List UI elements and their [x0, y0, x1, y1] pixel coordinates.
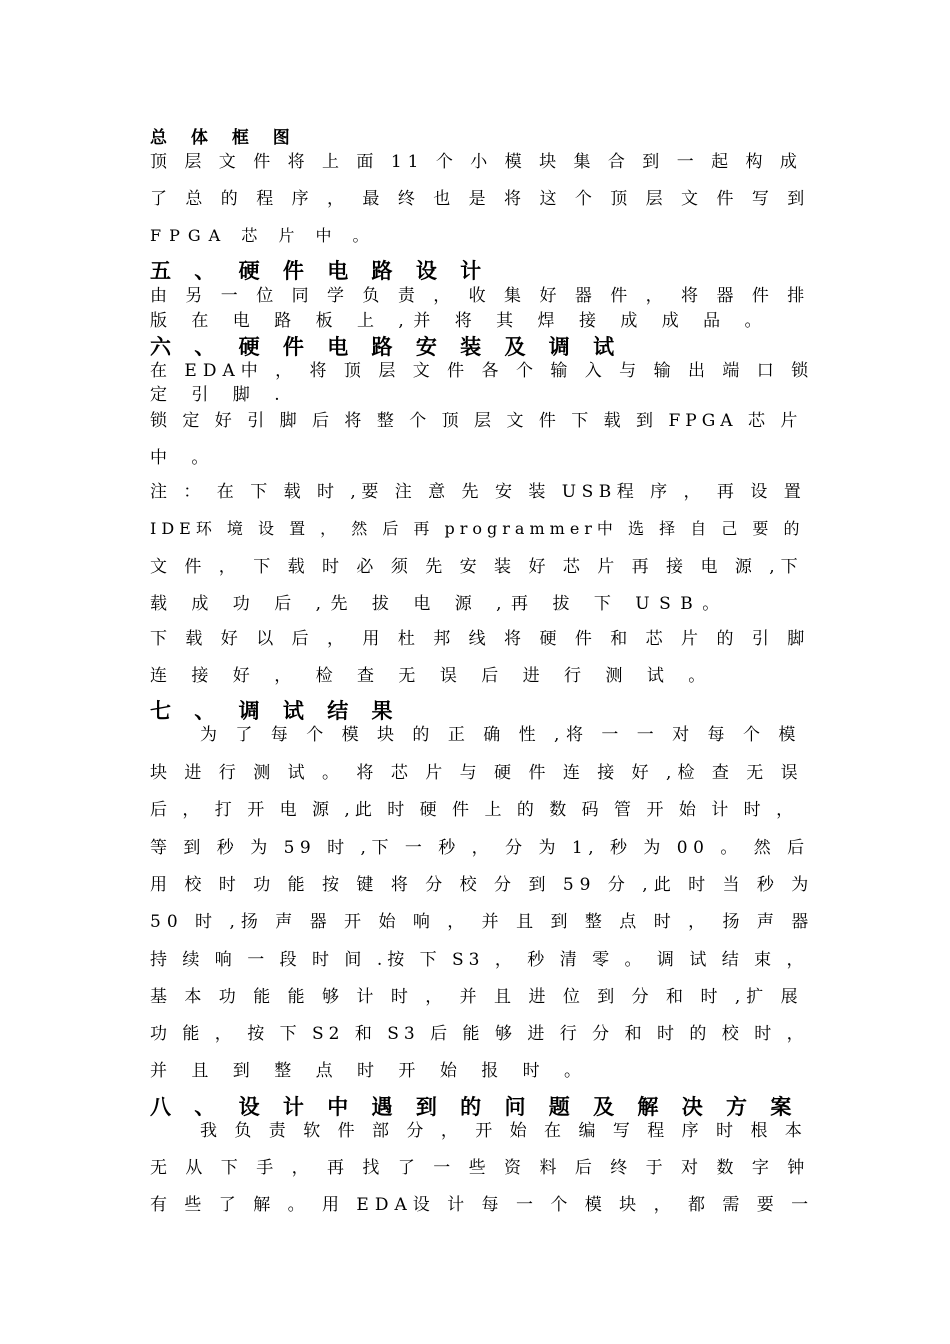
paragraph-line: 用 校 时 功 能 按 键 将 分 校 分 到 59 分 ,此 时 当 秒 为	[150, 875, 815, 895]
paragraph-line: IDE环 境 设 置 ， 然 后 再 programmer中 选 择 自 己 要 的	[150, 519, 805, 538]
paragraph-line: 文 件 ， 下 载 时 必 须 先 安 装 好 芯 片 再 接 电 源 ,下	[150, 557, 804, 577]
section-heading-7: 七 、 调 试 结 果	[150, 699, 401, 723]
paragraph-line: 我 负 责 软 件 部 分 ， 开 始 在 编 写 程 序 时 根 本	[200, 1121, 808, 1141]
paragraph-line: 50 时 ,扬 声 器 开 始 响 ， 并 且 到 整 点 时 ， 扬 声 器	[150, 912, 815, 932]
paragraph-line: 后 ， 打 开 电 源 ,此 时 硬 件 上 的 数 码 管 开 始 计 时 ，	[150, 800, 799, 820]
paragraph-line: 锁 定 好 引 脚 后 将 整 个 顶 层 文 件 下 载 到 FPGA 芯 片	[150, 411, 803, 431]
paragraph-line: 基 本 功 能 能 够 计 时 ， 并 且 进 位 到 分 和 时 ,扩 展	[150, 987, 804, 1007]
paragraph-line: 等 到 秒 为 59 时 ,下 一 秒 ， 分 为 1, 秒 为 00 。 然 后	[150, 838, 810, 858]
section-heading-5: 五 、 硬 件 电 路 设 计	[150, 259, 490, 283]
paragraph-line: 并 且 到 整 点 时 开 始 报 时 。	[150, 1061, 591, 1081]
paragraph-line: FPGA 芯 片 中 。	[150, 226, 377, 245]
paragraph-line: 注 ： 在 下 载 时 ,要 注 意 先 安 装 USB程 序 ， 再 设 置	[150, 482, 807, 502]
paragraph-line: 载 成 功 后 ,先 拔 电 源 ,再 拔 下 USB。	[150, 594, 729, 614]
paragraph-line: 在 EDA中 ， 将 顶 层 文 件 各 个 输 入 与 输 出 端 口 锁	[150, 361, 815, 381]
paragraph-line: 了 总 的 程 序 ， 最 终 也 是 将 这 个 顶 层 文 件 写 到	[150, 189, 811, 209]
paragraph-line: 顶 层 文 件 将 上 面 11 个 小 模 块 集 合 到 一 起 构 成	[150, 152, 803, 172]
paragraph-line: 下 载 好 以 后 ， 用 杜 邦 线 将 硬 件 和 芯 片 的 引 脚	[150, 629, 811, 649]
section-heading-6: 六 、 硬 件 电 路 安 装 及 调 试	[150, 335, 623, 359]
paragraph-line: 版 在 电 路 板 上 ,并 将 其 焊 接 成 成 品 。	[150, 311, 772, 331]
figure-caption: 总 体 框 图	[150, 128, 299, 148]
paragraph-line: 有 些 了 解 。 用 EDA设 计 每 一 个 模 块 ， 都 需 要 一	[150, 1195, 815, 1215]
paragraph-line: 功 能 ， 按 下 S2 和 S3 后 能 够 进 行 分 和 时 的 校 时 ，	[150, 1024, 809, 1044]
paragraph-line: 持 续 响 一 段 时 间 .按 下 S3 ， 秒 清 零 。 调 试 结 束 ，	[150, 950, 809, 970]
paragraph-line: 由 另 一 位 同 学 负 责 ， 收 集 好 器 件 ， 将 器 件 排	[150, 286, 811, 306]
paragraph-line: 块 进 行 测 试 。 将 芯 片 与 硬 件 连 接 好 ,检 查 无 误	[150, 763, 804, 783]
paragraph-line: 为 了 每 个 模 块 的 正 确 性 ,将 一 一 对 每 个 模	[200, 725, 802, 745]
paragraph-line: 中 。	[150, 448, 218, 468]
paragraph-line: 定 引 脚 .	[150, 385, 290, 405]
paragraph-line: 连 接 好 ， 检 查 无 误 后 进 行 测 试 。	[150, 666, 715, 686]
paragraph-line: 无 从 下 手 ， 再 找 了 一 些 资 料 后 终 于 对 数 字 钟	[150, 1158, 811, 1178]
section-heading-8: 八 、 设 计 中 遇 到 的 问 题 及 解 决 方 案	[150, 1095, 800, 1119]
